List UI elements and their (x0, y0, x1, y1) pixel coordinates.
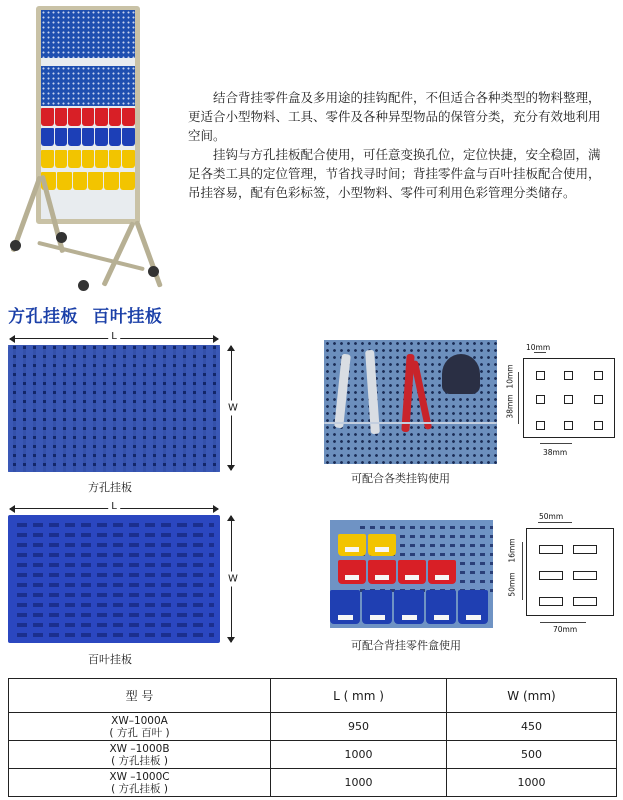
model-cell (9, 713, 271, 741)
bins-photo-caption: 可配合背挂零件盒使用 (351, 639, 461, 652)
width-cell: 450 (447, 713, 617, 741)
table-row (9, 769, 617, 797)
model-code: XW–1000A (111, 714, 168, 727)
louver-slot (573, 597, 597, 606)
square-board-length-label: L (108, 331, 120, 342)
hook-bar (324, 422, 497, 424)
intro-paragraph-1: 结合背挂零件盒及多用途的挂钩配件，不但适合各种类型的物料整理，更适合小型物料、工具、零件及各种异型物品的保管分类，充分有效地利用空间。 (188, 90, 601, 143)
header-model: 型 号 (9, 679, 271, 713)
square-hole (536, 421, 545, 430)
dim-line (534, 352, 546, 353)
louver-slot (539, 597, 563, 606)
section-title-square: 方孔挂板 (8, 307, 78, 327)
louver-diagram-left-mid-dim: 50mm (507, 572, 517, 597)
rack-leg (134, 220, 163, 287)
square-board-width-dim (228, 346, 241, 470)
dim-line (518, 372, 519, 424)
rack-base-bar (37, 241, 145, 271)
table-row (9, 713, 617, 741)
yellow-bin (338, 534, 366, 556)
rack-illustration (6, 4, 166, 292)
width-cell: 1000 (447, 769, 617, 797)
width-cell: 500 (447, 741, 617, 769)
header-width: W (mm) (447, 679, 617, 713)
louver-board-length-label: L (108, 501, 120, 512)
length-cell: 950 (271, 713, 447, 741)
model-code: XW –1000B (109, 742, 170, 755)
table-header-row (9, 679, 617, 713)
intro-paragraph-2: 挂钩与方孔挂板配合使用，可任意变换孔位，定位快捷，安全稳固，满足各类工具的定位管理，节省找寻时间；背挂零件盒与百叶挂板配合使用，吊挂容易，配有色彩标签，小型物料、零件可利用色彩管理分类储存。 (188, 147, 601, 200)
square-hole (536, 395, 545, 404)
header-length: L ( mm ) (271, 679, 447, 713)
red-bin (338, 560, 366, 584)
rack-bin-row-yellow (41, 150, 135, 168)
rack-wheel (56, 232, 67, 243)
table-row (9, 741, 617, 769)
rack-wheel (148, 266, 159, 277)
yellow-bin (368, 534, 396, 556)
model-type: ( 方孔挂板 ) (111, 754, 168, 767)
rack-leg (101, 221, 135, 287)
tools-photo-caption: 可配合各类挂钩使用 (351, 472, 450, 485)
blue-bin (330, 590, 360, 624)
square-hole-board-image (8, 345, 220, 472)
section-title-louver: 百叶挂板 (92, 307, 163, 327)
rack-hook-panel (41, 66, 135, 106)
louver-slot (539, 545, 563, 554)
square-hole (594, 371, 603, 380)
square-hole (564, 421, 573, 430)
rack-bin-row-blue (41, 128, 135, 146)
rack-wheel (78, 280, 89, 291)
rack-bin-row-yellow-2 (41, 172, 135, 190)
red-bin (398, 560, 426, 584)
louver-diagram-left-top-dim: 16mm (507, 538, 517, 563)
model-type: ( 方孔 百叶 ) (109, 726, 170, 739)
length-cell: 1000 (271, 769, 447, 797)
intro-text (188, 88, 608, 202)
dim-line (540, 622, 586, 623)
blue-bin (394, 590, 424, 624)
model-cell (9, 769, 271, 797)
louver-slot (573, 545, 597, 554)
dim-line (540, 443, 572, 444)
model-code: XW –1000C (109, 770, 170, 783)
square-hole (594, 395, 603, 404)
model-type: ( 方孔挂板 ) (111, 782, 168, 795)
blue-bin (362, 590, 392, 624)
red-bin (368, 560, 396, 584)
rack-wheel (10, 240, 21, 251)
square-diagram-left-mid-dim: 38mm (505, 394, 515, 419)
square-hole (536, 371, 545, 380)
louver-board-width-label: W (228, 573, 238, 585)
wrench-icon (334, 354, 351, 429)
pliers-icon (411, 360, 432, 430)
section-title (8, 302, 162, 327)
square-diagram-left-top-dim: 10mm (505, 364, 515, 389)
rack-bin-row-red (41, 108, 135, 126)
square-hole (594, 421, 603, 430)
louver-diagram-top-dim: 50mm (539, 512, 564, 521)
square-hole (564, 371, 573, 380)
rack-square-panel (41, 10, 135, 58)
square-board-caption: 方孔挂板 (88, 481, 132, 494)
louver-diagram-bottom-dim: 70mm (553, 625, 578, 634)
model-cell (9, 741, 271, 769)
spec-table (8, 678, 617, 797)
louver-board-caption: 百叶挂板 (88, 653, 132, 666)
dim-line (538, 522, 572, 523)
louver-board-image (8, 515, 220, 643)
blue-bin (426, 590, 456, 624)
square-hole (564, 395, 573, 404)
square-board-width-label: W (228, 402, 238, 414)
louver-spacing-diagram (526, 528, 614, 616)
louver-slot (573, 571, 597, 580)
red-bin (428, 560, 456, 584)
louver-board-width-dim (228, 516, 241, 642)
square-hole-spacing-diagram (523, 358, 615, 438)
dim-line (522, 542, 523, 600)
hook-tools-photo (324, 340, 497, 464)
grinder-icon (442, 354, 480, 394)
hanging-bins-photo (330, 520, 493, 628)
length-cell: 1000 (271, 741, 447, 769)
blue-bin (458, 590, 488, 624)
louver-slot (539, 571, 563, 580)
square-diagram-top-dim: 10mm (526, 343, 551, 352)
square-diagram-bottom-dim: 38mm (543, 448, 568, 457)
